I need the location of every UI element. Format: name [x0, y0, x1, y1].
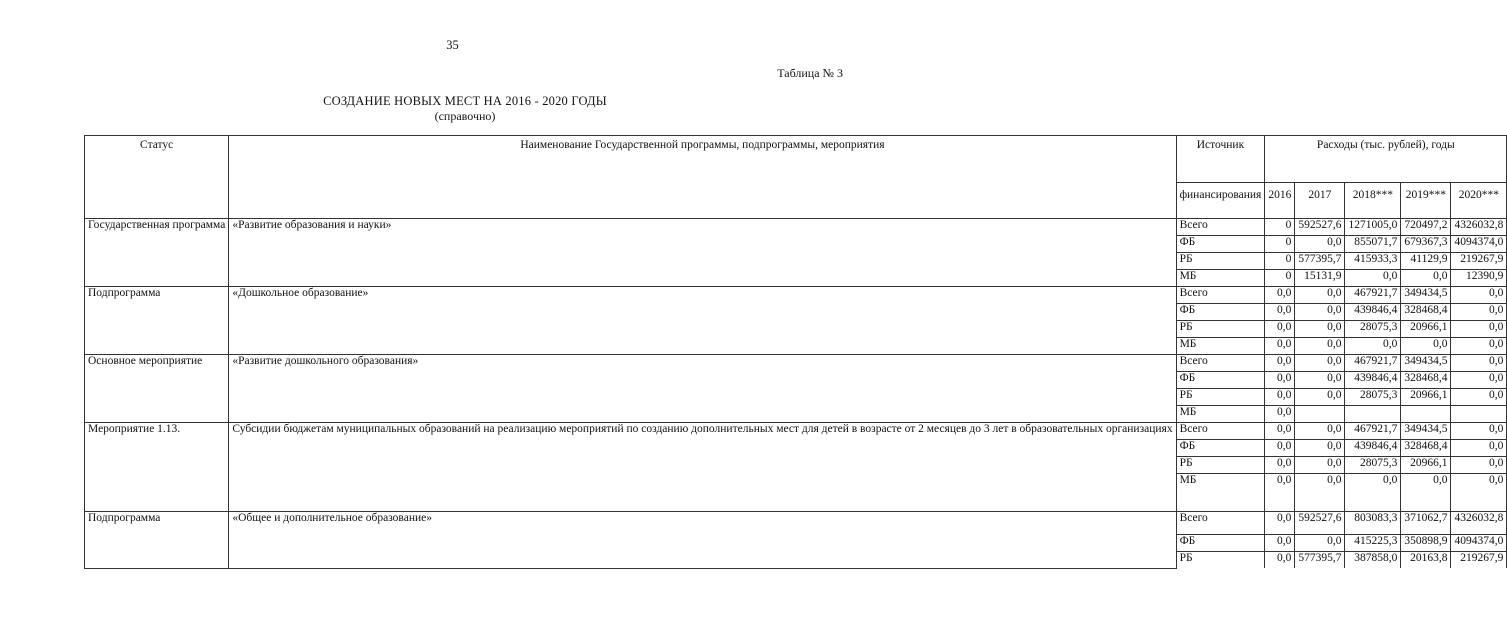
table-row — [85, 287, 1507, 304]
table-row — [85, 512, 1507, 535]
header-name: Наименование Государственной программы, подпрограммы, мероприятия — [229, 136, 1176, 219]
cell-value: 0,0 — [1401, 270, 1451, 287]
header-row — [85, 136, 1507, 183]
cell-value: 0,0 — [1265, 372, 1295, 389]
cell-value: 0,0 — [1451, 338, 1507, 355]
cell-value: 0,0 — [1265, 457, 1295, 474]
cell-value: 0,0 — [1265, 552, 1295, 569]
cell-value: 12390,9 — [1451, 270, 1507, 287]
row-source: ФБ — [1176, 236, 1265, 253]
budget-table — [84, 135, 1507, 569]
row-source: ФБ — [1176, 372, 1265, 389]
cell-value: 0,0 — [1451, 287, 1507, 304]
cell-value: 0,0 — [1295, 236, 1345, 253]
header-status: Статус — [85, 136, 229, 219]
row-source: ФБ — [1176, 440, 1265, 457]
row-source: МБ — [1176, 474, 1265, 512]
header-year: 2018*** — [1345, 183, 1401, 219]
cell-value: 0,0 — [1295, 372, 1345, 389]
cell-value: 0,0 — [1345, 270, 1401, 287]
cell-value: 0,0 — [1451, 474, 1507, 512]
cell-value: 0,0 — [1265, 304, 1295, 321]
cell-value: 592527,6 — [1295, 512, 1345, 535]
row-name: «Развитие образования и науки» — [229, 219, 1176, 287]
row-name: Субсидии бюджетам муниципальных образований на реализацию мероприятий по созданию дополнительных мест для детей в возрасте от 2 месяцев до 3 лет в образовательных организациях — [229, 423, 1176, 512]
cell-value: 28075,3 — [1345, 457, 1401, 474]
cell-value: 4326032,8 — [1451, 219, 1507, 236]
cell-value: 0,0 — [1345, 474, 1401, 512]
cell-value: 0,0 — [1295, 389, 1345, 406]
cell-value: 0,0 — [1451, 389, 1507, 406]
cell-value: 219267,9 — [1451, 552, 1507, 569]
table-row — [85, 219, 1507, 236]
cell-value: 439846,4 — [1345, 440, 1401, 457]
cell-value: 0,0 — [1265, 389, 1295, 406]
cell-value: 0,0 — [1451, 321, 1507, 338]
row-name: «Дошкольное образование» — [229, 287, 1176, 355]
cell-value: 41129,9 — [1401, 253, 1451, 270]
cell-value: 0,0 — [1345, 338, 1401, 355]
cell-value: 577395,7 — [1295, 552, 1345, 569]
row-source: РБ — [1176, 253, 1265, 270]
table-title: СОЗДАНИЕ НОВЫХ МЕСТ НА 2016 - 2020 ГОДЫ — [323, 94, 607, 108]
cell-value: 0,0 — [1401, 338, 1451, 355]
cell-value: 4094374,0 — [1451, 236, 1507, 253]
cell-value: 0,0 — [1295, 304, 1345, 321]
header-year: 2020*** — [1451, 183, 1507, 219]
cell-value: 328468,4 — [1401, 372, 1451, 389]
table-subtitle: (справочно) — [434, 109, 496, 123]
cell-value: 0,0 — [1265, 440, 1295, 457]
cell-value: 219267,9 — [1451, 253, 1507, 270]
cell-value: 415933,3 — [1345, 253, 1401, 270]
cell-value: 371062,7 — [1401, 512, 1451, 535]
cell-value: 1271005,0 — [1345, 219, 1401, 236]
page-number: 35 — [446, 38, 459, 52]
cell-value: 0,0 — [1295, 321, 1345, 338]
row-source: РБ — [1176, 389, 1265, 406]
row-status: Основное мероприятие — [85, 355, 229, 423]
cell-value: 720497,2 — [1401, 219, 1451, 236]
cell-value: 0,0 — [1451, 423, 1507, 440]
cell-value: 0,0 — [1265, 321, 1295, 338]
header-year: 2016 — [1265, 183, 1295, 219]
row-source: Всего — [1176, 512, 1265, 535]
cell-value: 467921,7 — [1345, 287, 1401, 304]
cell-value: 855071,7 — [1345, 236, 1401, 253]
table-label: Таблица № 3 — [777, 66, 843, 80]
cell-value: 0,0 — [1265, 512, 1295, 535]
row-source: РБ — [1176, 321, 1265, 338]
cell-value: 0,0 — [1265, 535, 1295, 552]
cell-value: 0,0 — [1265, 406, 1295, 423]
table-row — [85, 423, 1507, 440]
row-status: Подпрограмма — [85, 287, 229, 355]
cell-value: 439846,4 — [1345, 304, 1401, 321]
row-source: Всего — [1176, 355, 1265, 372]
row-source: ФБ — [1176, 535, 1265, 552]
row-source: МБ — [1176, 338, 1265, 355]
cell-value: 0,0 — [1451, 304, 1507, 321]
cell-value: 0,0 — [1295, 457, 1345, 474]
cell-value: 0,0 — [1265, 423, 1295, 440]
row-name: «Общее и дополнительное образование» — [229, 512, 1176, 569]
row-name: «Развитие дошкольного образования» — [229, 355, 1176, 423]
cell-value: 0,0 — [1295, 474, 1345, 512]
cell-value: 0,0 — [1295, 338, 1345, 355]
cell-value: 4094374,0 — [1451, 535, 1507, 552]
cell-value: 0,0 — [1265, 338, 1295, 355]
cell-value: 439846,4 — [1345, 372, 1401, 389]
cell-value: 0,0 — [1295, 287, 1345, 304]
cell-value: 679367,3 — [1401, 236, 1451, 253]
cell-value: 387858,0 — [1345, 552, 1401, 569]
cell-value — [1451, 406, 1507, 423]
cell-value: 328468,4 — [1401, 440, 1451, 457]
row-status: Мероприятие 1.13. — [85, 423, 229, 512]
header-source-financing: финансирования — [1176, 183, 1265, 219]
cell-value: 0,0 — [1265, 287, 1295, 304]
row-source: МБ — [1176, 406, 1265, 423]
row-source: МБ — [1176, 270, 1265, 287]
header-expenses: Расходы (тыс. рублей), годы — [1265, 136, 1507, 183]
cell-value: 15131,9 — [1295, 270, 1345, 287]
row-source: ФБ — [1176, 304, 1265, 321]
cell-value: 467921,7 — [1345, 423, 1401, 440]
cell-value: 350898,9 — [1401, 535, 1451, 552]
header-year: 2017 — [1295, 183, 1345, 219]
cell-value: 0 — [1265, 270, 1295, 287]
header-year: 2019*** — [1401, 183, 1451, 219]
cell-value: 577395,7 — [1295, 253, 1345, 270]
row-source: Всего — [1176, 219, 1265, 236]
cell-value: 0,0 — [1295, 535, 1345, 552]
cell-value: 0,0 — [1451, 355, 1507, 372]
cell-value: 0,0 — [1401, 474, 1451, 512]
cell-value — [1401, 406, 1451, 423]
cell-value: 0 — [1265, 219, 1295, 236]
row-source: РБ — [1176, 457, 1265, 474]
row-source: Всего — [1176, 423, 1265, 440]
cell-value: 28075,3 — [1345, 321, 1401, 338]
cell-value: 0,0 — [1451, 372, 1507, 389]
cell-value: 0,0 — [1265, 355, 1295, 372]
cell-value: 20163,8 — [1401, 552, 1451, 569]
cell-value: 4326032,8 — [1451, 512, 1507, 535]
header-source: Источник — [1176, 136, 1265, 183]
cell-value: 0,0 — [1265, 474, 1295, 512]
row-status: Государственная программа — [85, 219, 229, 287]
cell-value: 467921,7 — [1345, 355, 1401, 372]
cell-value — [1295, 406, 1345, 423]
cell-value: 0 — [1265, 236, 1295, 253]
cell-value: 0,0 — [1295, 355, 1345, 372]
cell-value: 0,0 — [1295, 440, 1345, 457]
cell-value: 803083,3 — [1345, 512, 1401, 535]
row-source: РБ — [1176, 552, 1265, 569]
cell-value: 20966,1 — [1401, 321, 1451, 338]
cell-value: 0,0 — [1451, 440, 1507, 457]
cell-value: 20966,1 — [1401, 389, 1451, 406]
cell-value: 592527,6 — [1295, 219, 1345, 236]
cell-value: 328468,4 — [1401, 304, 1451, 321]
cell-value: 0,0 — [1451, 457, 1507, 474]
table-row — [85, 355, 1507, 372]
cell-value: 0 — [1265, 253, 1295, 270]
cell-value: 349434,5 — [1401, 355, 1451, 372]
row-source: Всего — [1176, 287, 1265, 304]
cell-value: 349434,5 — [1401, 423, 1451, 440]
cell-value: 20966,1 — [1401, 457, 1451, 474]
cell-value: 0,0 — [1295, 423, 1345, 440]
cell-value: 415225,3 — [1345, 535, 1401, 552]
cell-value: 349434,5 — [1401, 287, 1451, 304]
row-status: Подпрограмма — [85, 512, 229, 569]
cell-value — [1345, 406, 1401, 423]
cell-value: 28075,3 — [1345, 389, 1401, 406]
